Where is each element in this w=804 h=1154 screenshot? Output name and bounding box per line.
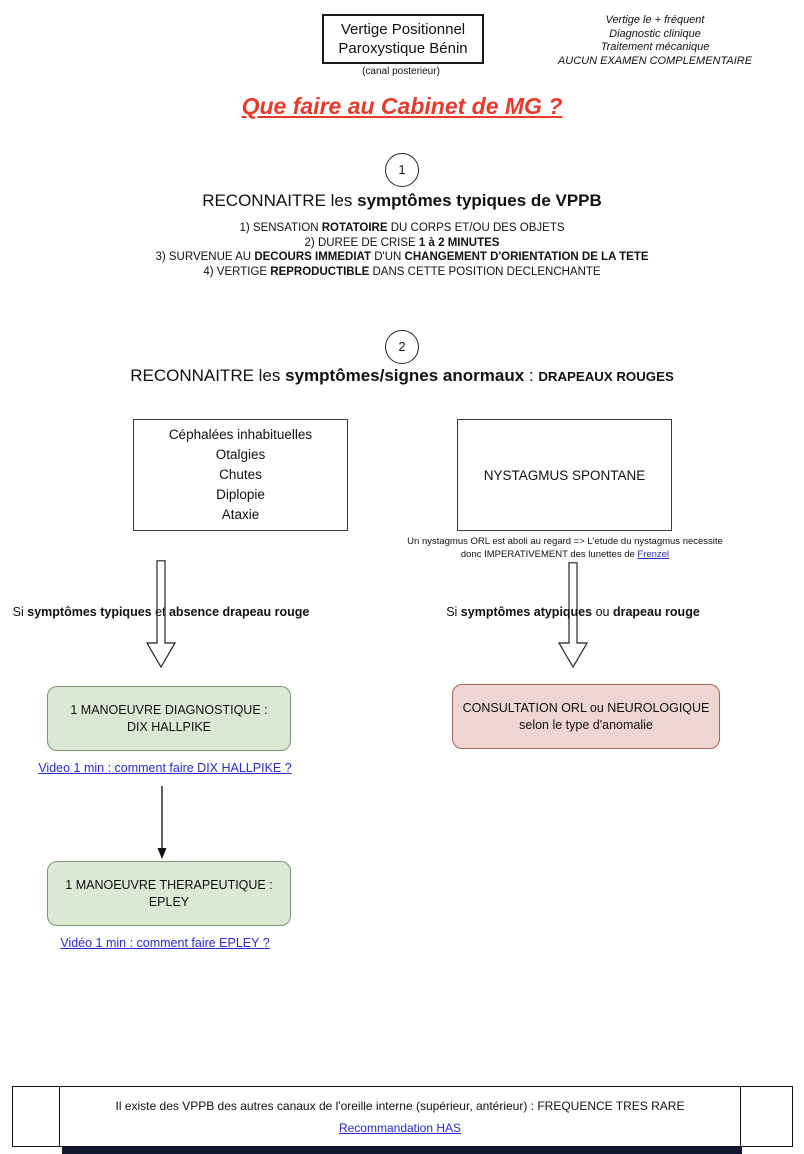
epley-video-link-row [25,936,305,950]
footer-note-text: Il existe des VPPB des autres canaux de l'oreille interne (supérieur, antérieur) : FREQUENCE TRES RARE [115,1098,685,1113]
red-flag-item: Céphalées inhabituelles [168,427,313,442]
nystagmus-box [457,419,672,531]
right-branch-condition: Si symptômes atypiques ou drapeau rouge [446,605,700,619]
red-flags-box [133,419,348,531]
left-branch-condition: Si symptômes typiques et absence drapeau rouge [12,605,310,619]
red-flag-item: Otalgies [215,447,266,462]
epley-video-link[interactable]: Vidéo 1 min : comment faire EPLEY ? [60,936,270,950]
dix-hallpike-box [47,686,291,751]
down-flow-arrow-icon [156,786,168,860]
symptom-item: 3) SURVENUE AU DECOURS IMMEDIAT D'UN CHANGEMENT D'ORIENTATION DE LA TETE [155,251,649,264]
dix-hallpike-video-link-row [25,761,305,775]
red-flag-item: Ataxie [221,507,260,522]
consultation-box [452,684,720,749]
footer-note-table [12,1086,793,1147]
nystagmus-label: NYSTAGMUS SPONTANE [483,467,646,483]
nystagmus-note-line2: donc IMPERATIVEMENT des lunettes de Frenzel [460,549,670,560]
symptom-item: 2) DUREE DE CRISE 1 à 2 MINUTES [304,236,500,249]
diagnosis-title-box [322,14,484,64]
note-line: Vertige le + fréquent [605,14,705,26]
canal-subtitle: (canal posterieur) [362,66,440,77]
note-line: Traitement mécanique [600,41,710,53]
step-1-badge: 1 [385,153,419,187]
step-1-heading: RECONNAITRE les symptômes typiques de VPPB [202,191,602,210]
note-line: AUCUN EXAMEN COMPLEMENTAIRE [557,54,753,67]
consultation-line2: selon le type d'anomalie [519,717,653,732]
dix-hallpike-video-link[interactable]: Video 1 min : comment faire DIX HALLPIKE ? [38,761,292,775]
key-points-note [540,14,770,68]
diagnosis-title-line1: Vertige Positionnel [340,21,466,38]
footer-cell-left [13,1087,60,1146]
red-flag-item: Chutes [219,467,262,482]
nystagmus-note [390,535,740,561]
nystagmus-note-line1: Un nystagmus ORL est aboli au regard => L'etude du nystagmus necessite [407,536,723,547]
step-2-heading: RECONNAITRE les symptômes/signes anormaux : DRAPEAUX ROUGES [130,366,674,385]
symptom-item: 1) SENSATION ROTATOIRE DU CORPS ET/OU DES OBJETS [239,222,565,234]
epley-box [47,861,291,926]
footer-cell-right [740,1087,792,1146]
diagnosis-title-line2: Paroxystique Bénin [338,40,468,57]
step-2-badge: 2 [385,330,419,364]
typical-symptoms-list [0,221,804,279]
epley-label: 1 MANOEUVRE THERAPEUTIQUE : EPLEY [65,877,273,909]
footer-cell-center [60,1087,740,1146]
symptom-item: 4) VERTIGE REPRODUCTIBLE DANS CETTE POSITION DECLENCHANTE [203,265,601,278]
has-recommendation-link[interactable]: Recommandation HAS [338,1120,462,1135]
dix-hallpike-label: 1 MANOEUVRE DIAGNOSTIQUE : DIX HALLPIKE [70,702,268,734]
frenzel-link[interactable]: Frenzel [637,549,670,560]
consultation-line1: CONSULTATION ORL ou NEUROLOGIQUE [462,700,710,715]
page-title: Que faire au Cabinet de MG ? [241,93,563,119]
note-line: Diagnostic clinique [609,27,701,40]
red-flag-item: Diplopie [216,487,265,502]
bottom-bar [62,1147,742,1154]
